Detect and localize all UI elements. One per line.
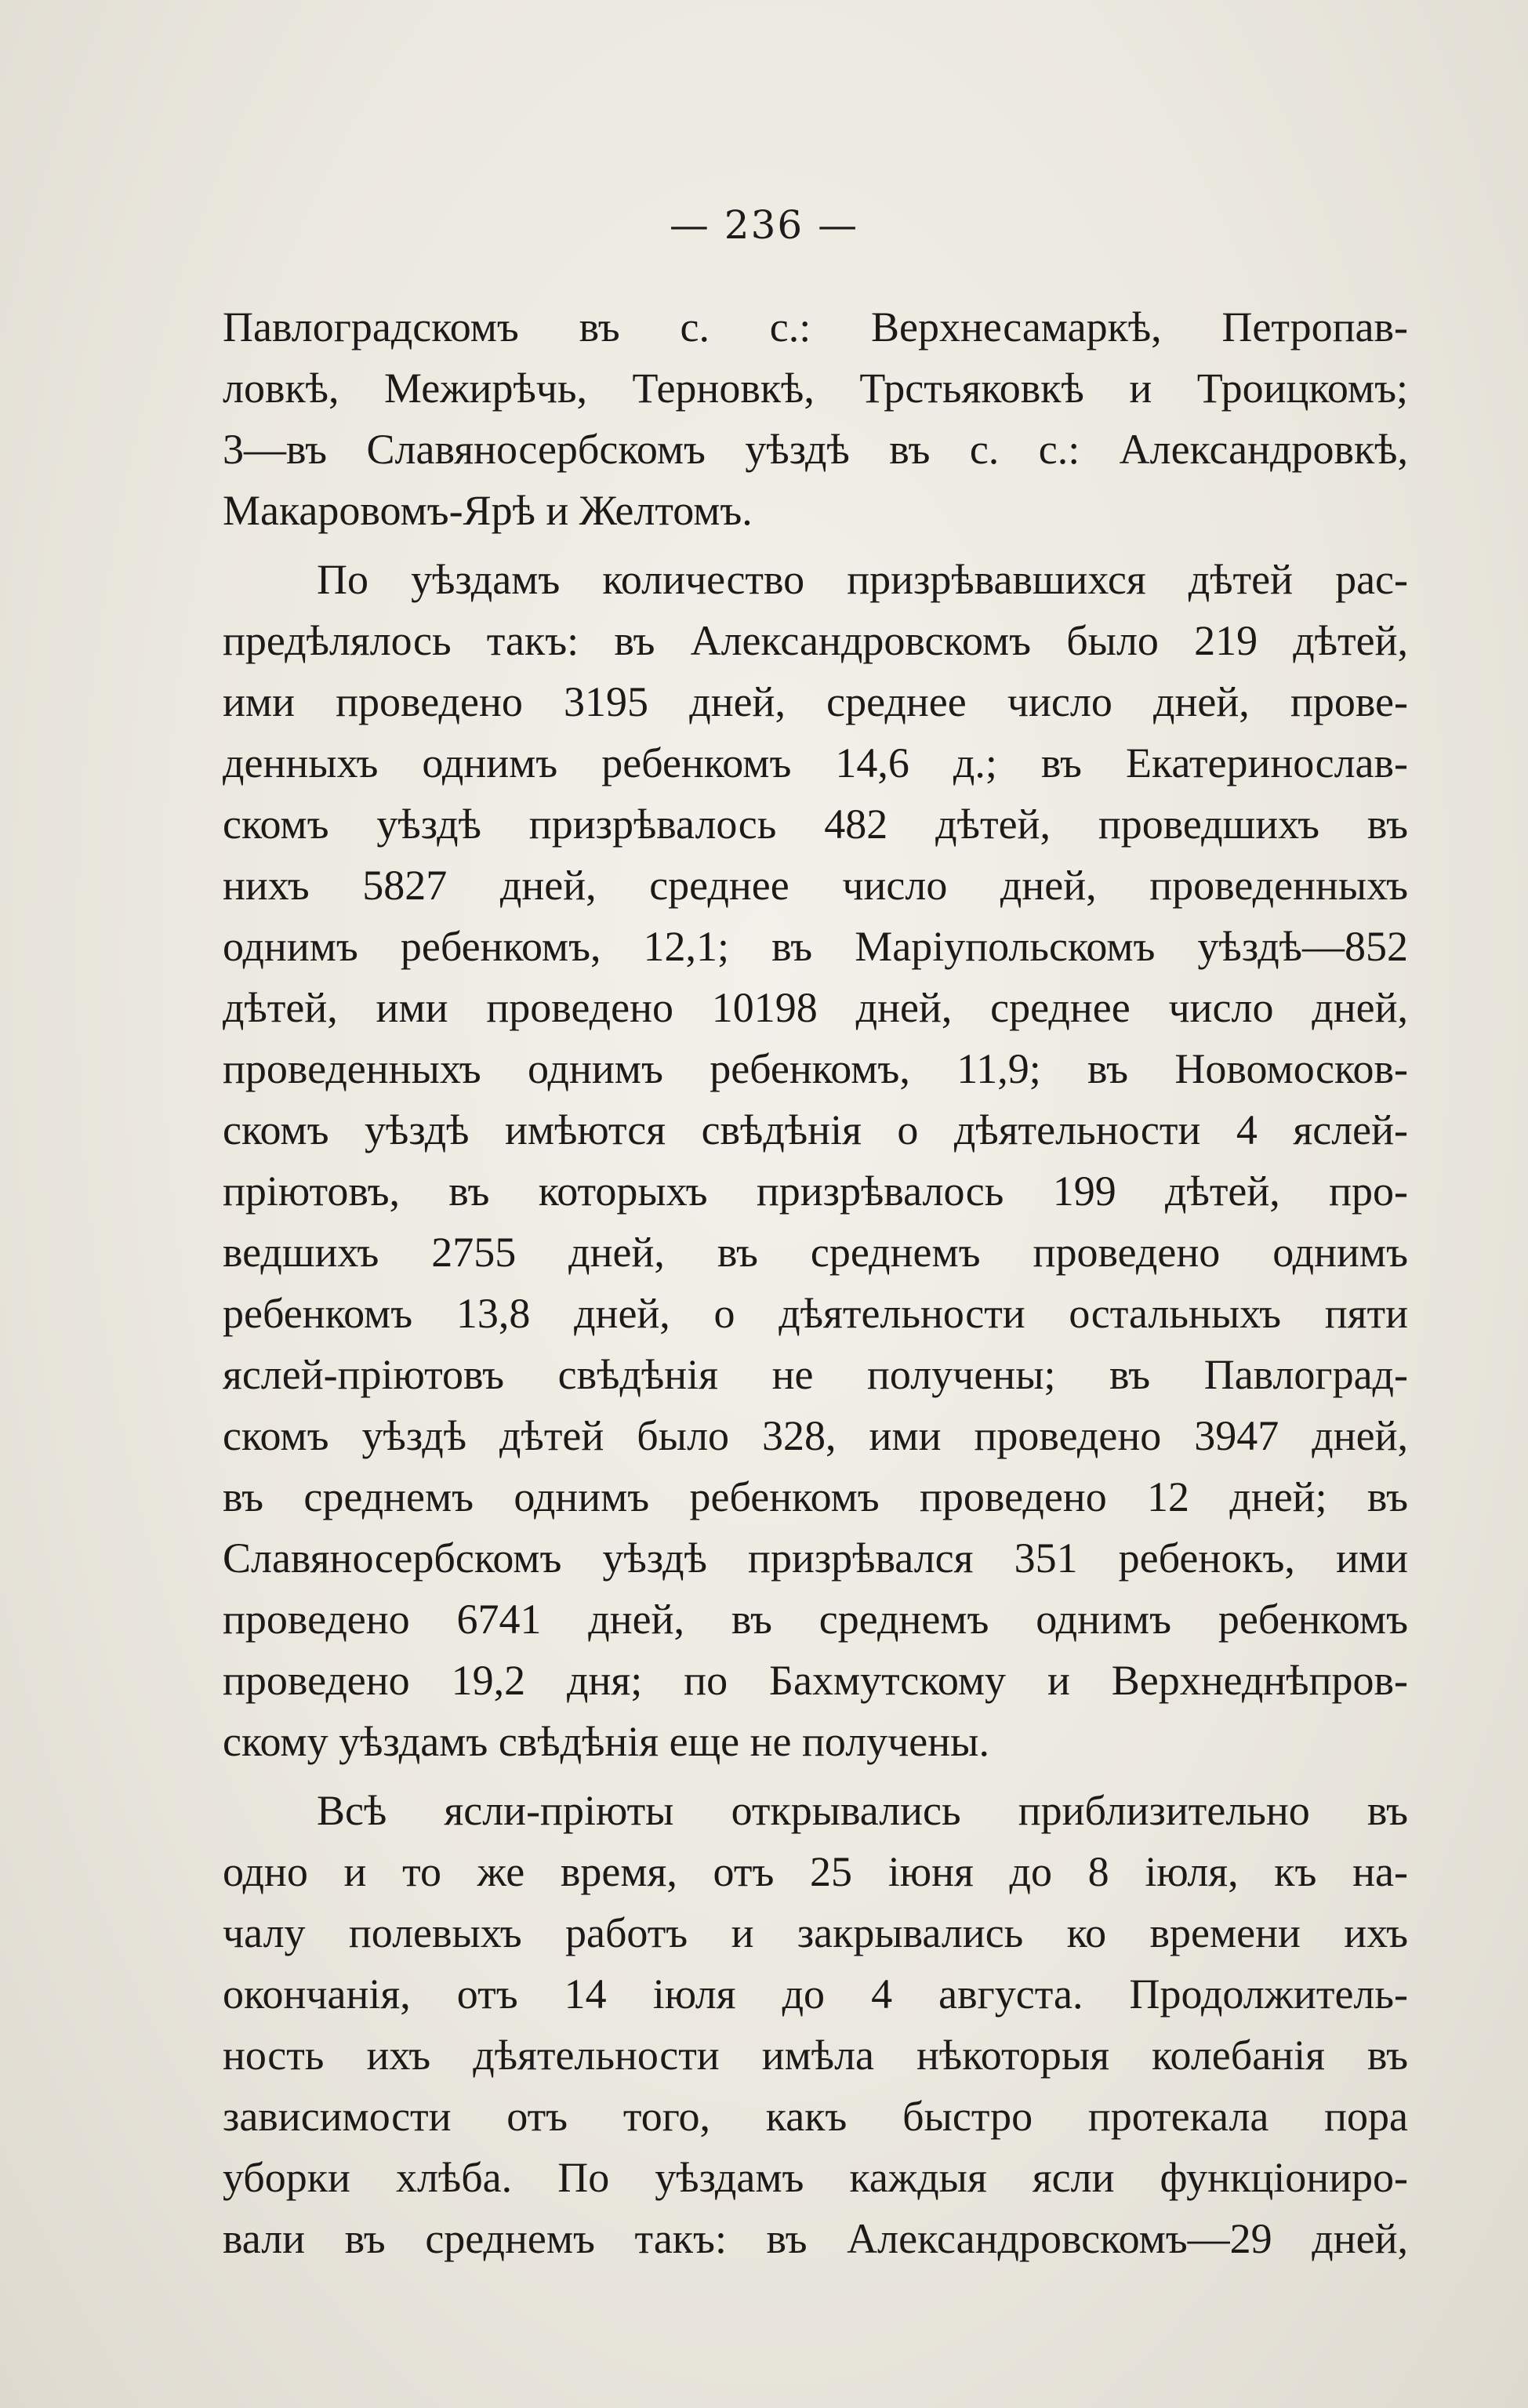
text-line: проведено 19,2 дня; по Бахмутскому и Верхнеднѣпров- (223, 1657, 1408, 1704)
text-line: денныхъ однимъ ребенкомъ 14,6 д.; въ Екатеринослав- (223, 739, 1408, 786)
text-line: скому уѣздамъ свѣдѣнія еще не получены. (223, 1718, 989, 1765)
paragraph-1 (223, 296, 1408, 541)
text-line: проведенныхъ однимъ ребенкомъ, 11,9; въ Новомосков- (223, 1045, 1408, 1092)
text-line: въ среднемъ однимъ ребенкомъ проведено 12 дней; въ (223, 1473, 1408, 1520)
text-line: ведшихъ 2755 дней, въ среднемъ проведено однимъ (223, 1229, 1408, 1276)
text-line: зависимости отъ того, какъ быстро протекала пора (223, 2093, 1408, 2140)
text-line: вали въ среднемъ такъ: въ Александровскомъ—29 дней, (223, 2215, 1408, 2262)
text-line: предѣлялось такъ: въ Александровскомъ было 219 дѣтей, (223, 617, 1408, 664)
text-line: Славяносербскомъ уѣздѣ призрѣвался 351 ребенокъ, ими (223, 1535, 1408, 1582)
page-number: — 236 — (669, 202, 859, 248)
paragraph-3 (223, 1780, 1408, 2269)
text-line: ность ихъ дѣятельности имѣла нѣкоторыя колебанія въ (223, 2032, 1408, 2079)
text-line: окончанія, отъ 14 іюля до 4 августа. Продолжитель- (223, 1970, 1408, 2018)
text-line: пріютовъ, въ которыхъ призрѣвалось 199 дѣтей, про- (223, 1168, 1408, 1215)
text-line: скомъ уѣздѣ призрѣвалось 482 дѣтей, проведшихъ въ (223, 801, 1408, 848)
text-line: проведено 6741 дней, въ среднемъ однимъ ребенкомъ (223, 1596, 1408, 1643)
text-line: ловкѣ, Межирѣчь, Терновкѣ, Трстьяковкѣ и Троицкомъ; (223, 365, 1408, 412)
text-line: 3—въ Славяносербскомъ уѣздѣ въ с. с.: Александровкѣ, (223, 426, 1408, 473)
text-line: Всѣ ясли-пріюты открывались приблизительно въ (317, 1787, 1408, 1834)
text-line: дѣтей, ими проведено 10198 дней, среднее число дней, (223, 984, 1408, 1031)
text-line: Макаровомъ-Ярѣ и Желтомъ. (223, 487, 753, 534)
text-line: уборки хлѣба. По уѣздамъ каждыя ясли функціониро- (223, 2154, 1408, 2201)
text-line: однимъ ребенкомъ, 12,1; въ Маріупольскомъ уѣздѣ—852 (223, 923, 1408, 970)
paragraph-2 (223, 549, 1408, 1772)
text-line: скомъ уѣздѣ имѣются свѣдѣнія о дѣятельности 4 яслей- (223, 1106, 1408, 1153)
body-text (223, 296, 1408, 2269)
text-line: Павлоградскомъ въ с. с.: Верхнесамаркѣ, Петропав- (223, 303, 1408, 350)
text-line: одно и то же время, отъ 25 іюня до 8 іюля, къ на- (223, 1848, 1408, 1895)
text-line: яслей-пріютовъ свѣдѣнія не получены; въ Павлоград- (223, 1351, 1408, 1398)
text-line: По уѣздамъ количество призрѣвавшихся дѣтей рас- (317, 556, 1408, 603)
text-line: ребенкомъ 13,8 дней, о дѣятельности остальныхъ пяти (223, 1290, 1408, 1337)
text-line: скомъ уѣздѣ дѣтей было 328, ими проведено 3947 дней, (223, 1412, 1408, 1459)
text-line: нихъ 5827 дней, среднее число дней, проведенныхъ (223, 862, 1408, 909)
text-line: чалу полевыхъ работъ и закрывались ко времени ихъ (223, 1909, 1408, 1956)
text-line: ими проведено 3195 дней, среднее число дней, прове- (223, 678, 1408, 725)
